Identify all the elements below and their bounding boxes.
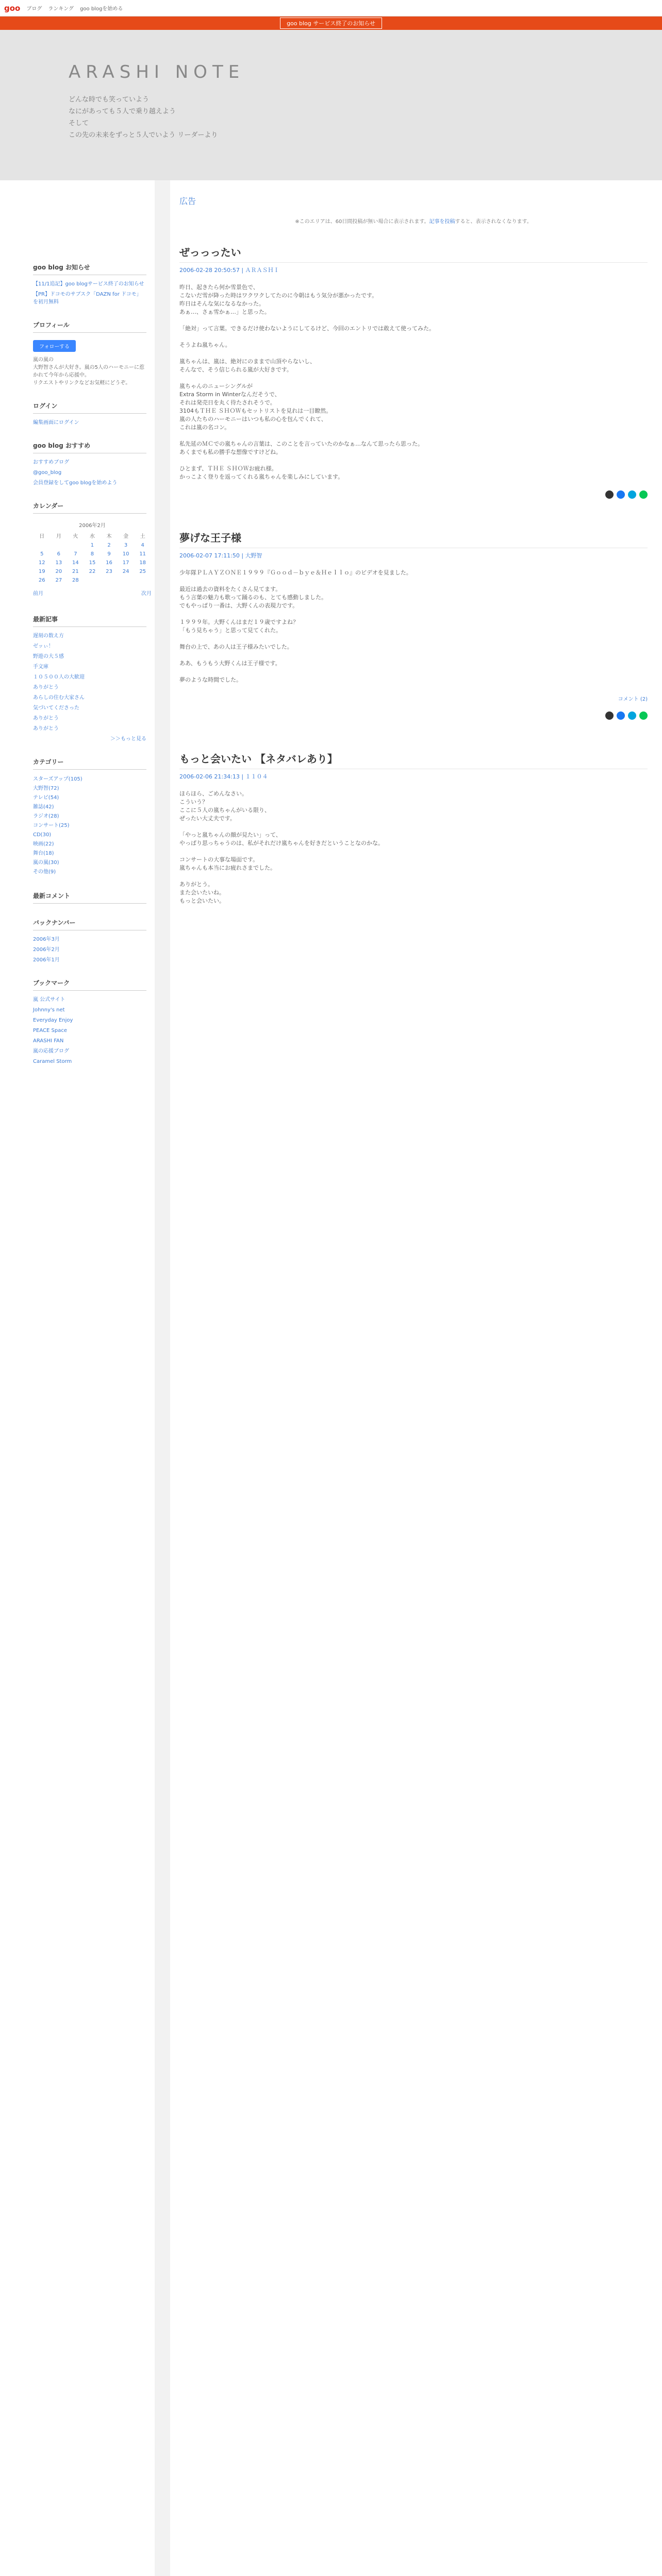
bookmark-link[interactable]: ARASHI FAN (33, 1038, 64, 1044)
bookmark-heading: ブックマーク (33, 978, 146, 991)
calendar-day[interactable] (51, 541, 67, 549)
calendar-day[interactable]: 23 (106, 569, 112, 574)
category-link[interactable]: その他(9) (33, 869, 56, 875)
calendar-next-link[interactable]: 次月 (141, 591, 152, 597)
calendar-day[interactable]: 4 (141, 543, 144, 548)
goo-logo[interactable]: goo (4, 3, 21, 13)
recent-post-link[interactable]: 気づいてくださった (33, 705, 79, 711)
weekday: 土 (140, 534, 145, 539)
category-heading: カテゴリー (33, 757, 146, 770)
post-body: ほらほら、ごめんなさい。 こういう？ ここに５人の嵐ちゃんがいる限り、 ぜったい大丈夫です。 「やっと嵐ちゃんの顔が見たい」って、 やっぱり思っちゃうのは、私がそれだけ嵐ちゃんを好きだということなのかな。 コンサートの大事な場面です。 嵐ちゃんも本当にお疲れさまでした。 ありがとう。 また会いたいね。 もっと会いたい。 (179, 790, 384, 904)
profile-heading: プロフィール (33, 320, 146, 333)
category-link[interactable]: テレビ(54) (33, 795, 59, 801)
post (179, 244, 648, 499)
ad-notice-text: ※このエリアは、60日間投稿が無い場合に表示されます。 (295, 219, 429, 225)
category-link[interactable]: CD(30) (33, 832, 52, 838)
notice-heading: goo blog お知らせ (33, 263, 146, 275)
login-link[interactable]: 編集画面にログイン (33, 420, 79, 426)
hatena-share-icon[interactable] (628, 711, 636, 720)
calendar-day[interactable]: 10 (122, 551, 129, 557)
top-nav (0, 0, 662, 16)
category-link[interactable]: コンサート(25) (33, 823, 70, 828)
calendar-day[interactable]: 21 (72, 569, 79, 574)
main-area (0, 180, 662, 2576)
recommend-item[interactable]: 会員登録をしてgoo blogを始めよう (33, 480, 118, 486)
description-line: そして (69, 120, 89, 127)
bookmark-link[interactable]: Everyday Enjoy (33, 1018, 73, 1023)
line-share-icon[interactable] (639, 711, 648, 720)
blog-header (0, 30, 662, 180)
calendar-day[interactable]: 19 (38, 569, 45, 574)
calendar-day[interactable] (101, 577, 117, 584)
description-line: この先の未来をずっと５人でいよう リーダーより (69, 131, 218, 139)
blog-title[interactable]: ARASHI NOTE (69, 62, 245, 82)
profile-text: 嵐の嵐の 大野智さんが大好き。嵐の5人のハーモニーに惹かれて今年から応援中。 リクエストやリンクなどお気軽にどうぞ。 (33, 357, 144, 386)
calendar-prev-link[interactable]: 前月 (33, 591, 43, 597)
nav-link-ranking[interactable]: ランキング (48, 6, 74, 12)
calendar-day[interactable]: 14 (72, 560, 79, 566)
share-buttons (179, 711, 648, 720)
recent-more-link[interactable]: ＞＞もっと見る (110, 736, 146, 742)
recent-post-link[interactable]: あらしの住む大家さん (33, 695, 85, 701)
announcement-link[interactable]: goo blog サービス終了のお知らせ (280, 18, 382, 29)
share-buttons (179, 490, 648, 499)
hatena-share-icon[interactable] (628, 490, 636, 499)
recent-comment-heading: 最新コメント (33, 891, 146, 904)
post (179, 530, 648, 720)
recommend-item[interactable]: @goo_blog (33, 470, 62, 476)
backnumber-list (33, 936, 146, 964)
post-title[interactable]: 夢げな王子様 (179, 530, 648, 548)
calendar-day[interactable]: 15 (89, 560, 96, 566)
announcement-banner (0, 16, 662, 30)
calendar-day[interactable]: 8 (90, 551, 94, 557)
notice-item[interactable]: 【PR】ドコモのサブスク「DAZN for ドコモ」を初月無料 (33, 292, 142, 305)
post-meta[interactable]: 2006-02-28 20:50:57 | ＡＲＡＳＨＩ (179, 267, 279, 274)
login-heading: ログイン (33, 401, 146, 414)
x-share-icon[interactable] (605, 711, 614, 720)
recommend-heading: goo blog おすすめ (33, 441, 146, 453)
recent-post-link[interactable]: 野遊の大５感 (33, 654, 64, 659)
comment-link[interactable]: コメント (2) (618, 697, 648, 702)
calendar-heading: カレンダー (33, 501, 146, 514)
nav-link-blog[interactable]: ブログ (26, 6, 42, 12)
calendar (33, 519, 152, 585)
notice-item[interactable]: 【11/1追記】goo blogサービス終了のお知らせ (33, 281, 144, 287)
blog-description (69, 94, 662, 141)
calendar-day[interactable]: 17 (122, 560, 129, 566)
calendar-day[interactable] (135, 577, 151, 584)
facebook-share-icon[interactable] (617, 711, 625, 720)
calendar-day[interactable]: 13 (55, 560, 62, 566)
post (179, 751, 648, 905)
calendar-day[interactable] (34, 541, 50, 549)
follow-button[interactable]: フォローする (33, 340, 76, 352)
backnumber-heading: バックナンバー (33, 918, 146, 930)
recent-post-link[interactable]: 手文庫 (33, 664, 48, 670)
category-link[interactable]: スターズアップ(105) (33, 776, 82, 782)
weekday: 月 (56, 534, 61, 539)
facebook-share-icon[interactable] (617, 490, 625, 499)
post-body: 少年隊ＰＬＡＹＺＯＮＥ１９９９『Ｇｏｏｄ－ｂｙｅ＆Ｈｅｌｌｏ』のビデオを見ました。 最近は過去の資料をたくさん見てます。 もう言葉の魅力も歌って踊るのも、とても感動しました。 でもやっぱり一番は、大野くんの表現力です。 １９９９年。大野くんはまだ１９歳ですよね？ 「もう見ちゃう」と思って見てくれた。 舞台の上で、あの人は王子様みたいでした。 ああ、もうもう大野くんは王子様です。 夢のような時間でした。 (179, 569, 412, 683)
weekday: 火 (73, 534, 78, 539)
weekday: 水 (89, 534, 95, 539)
calendar-day[interactable] (85, 577, 101, 584)
recommend-item[interactable]: おすすめブログ (33, 460, 70, 465)
recent-list (33, 632, 146, 733)
calendar-day[interactable]: 28 (72, 578, 79, 583)
calendar-day[interactable]: 1 (90, 543, 94, 548)
calendar-day[interactable]: 12 (38, 560, 45, 566)
calendar-day[interactable]: 3 (124, 543, 128, 548)
recent-post-link[interactable]: ありがとう (33, 716, 59, 721)
bookmark-link[interactable]: PEACE Space (33, 1028, 67, 1033)
post-body: 昨日、起きたら何か雪景色で、 こないだ雪が降った時はワクワクしてたのに今朝はもう気分が悪かったです。 昨日はそんな気になるなかった。 あぁ…、さぁ雪かぁ…」と思った。 「絶対」って言葉。できるだけ使わないようにしてるけど、今回のエントリでは敢えて使ってみた。 そうよね嵐ちゃん。 嵐ちゃんは、嵐は、絶対にのままで山頂やらないし、 そんなで、そう信じられる嵐が大好きです。 嵐ちゃんのニューシングルが Extra Storm in Winterなんだそうで、 それは発売日を丸く待たされそうで。 3104もＴＨＥ ＳＨＯＷもセットリストを見れは一目瞭然。 嵐の人たちのハーモニーはいつも私の心を包んでくれて、 これは嵐の名コン。 私先延のＭＣでの嵐ちゃんの言葉は、このことを言っていたのかなぁ…なんて思ったら思った。 あくまでも私の勝手な想像ですけどね。 ひとまず、ＴＨＥ ＳＨＯＷお疲れ様。 かっこよく登りを返ってくれる嵐ちゃんを楽しみにしています。 (179, 284, 435, 480)
bookmark-link[interactable]: 嵐の応援ブログ (33, 1048, 69, 1054)
ad-label: 広告 (179, 196, 196, 206)
calendar-day[interactable]: 2 (107, 543, 111, 548)
backnumber-link[interactable]: 2006年3月 (33, 937, 60, 942)
category-link[interactable]: ラジオ(28) (33, 814, 59, 819)
category-link[interactable]: 雑誌(42) (33, 804, 54, 810)
recent-post-link[interactable]: ありがとう (33, 726, 59, 732)
category-link[interactable]: 大野智(72) (33, 786, 59, 791)
recent-post-link[interactable]: ゼッぃ！ (33, 643, 54, 649)
category-list (33, 775, 146, 877)
line-share-icon[interactable] (639, 490, 648, 499)
category-link[interactable]: 嵐の嵐(30) (33, 860, 59, 866)
calendar-day[interactable]: 22 (89, 569, 96, 574)
calendar-day[interactable]: 6 (57, 551, 61, 557)
weekday: 木 (106, 534, 112, 539)
post-meta[interactable]: 2006-02-06 21:34:13 | １１０４ (179, 773, 268, 780)
calendar-day[interactable]: 11 (139, 551, 146, 557)
calendar-day[interactable]: 20 (55, 569, 62, 574)
bookmark-link[interactable]: Johnny's net (33, 1007, 65, 1013)
category-link[interactable]: 舞台(18) (33, 851, 54, 856)
backnumber-link[interactable]: 2006年2月 (33, 947, 60, 953)
bookmark-link[interactable]: 嵐 公式サイト (33, 997, 65, 1003)
calendar-day[interactable]: 16 (106, 560, 112, 566)
post-article-link[interactable]: 記事を投稿 (429, 219, 455, 225)
weekday: 金 (123, 534, 129, 539)
bookmark-link[interactable]: Caramel Storm (33, 1059, 72, 1064)
calendar-day[interactable]: 18 (139, 560, 146, 566)
calendar-day[interactable]: 7 (74, 551, 77, 557)
calendar-day[interactable]: 9 (107, 551, 111, 557)
content-column (170, 180, 662, 2576)
category-link[interactable]: 映画(22) (33, 841, 54, 847)
sidebar (0, 180, 155, 2576)
bookmark-list (33, 996, 146, 1065)
calendar-day[interactable]: 5 (40, 551, 44, 557)
x-share-icon[interactable] (605, 490, 614, 499)
nav-link-start[interactable]: goo blogを始める (80, 6, 123, 12)
backnumber-link[interactable]: 2006年1月 (33, 957, 60, 963)
calendar-day[interactable] (118, 577, 134, 584)
weekday: 日 (39, 534, 45, 539)
ad-notice (179, 217, 648, 225)
calendar-day[interactable]: 27 (55, 578, 62, 583)
calendar-day[interactable]: 24 (122, 569, 129, 574)
description-line: どんな時でも笑っていよう (69, 96, 150, 104)
description-line: なにがあっても５人で乗り越えよう (69, 108, 176, 115)
calendar-day[interactable]: 26 (38, 578, 45, 583)
recent-post-link[interactable]: 遅刻の数え方 (33, 633, 64, 639)
post-meta[interactable]: 2006-02-07 17:11:50 | 大野智 (179, 552, 262, 559)
post-title[interactable]: ぜっっったい (179, 244, 648, 263)
ad-notice-tail: すると、表示されなくなります。 (455, 219, 532, 225)
recent-post-link[interactable]: ありがとう (33, 685, 59, 690)
calendar-day[interactable] (68, 541, 84, 549)
calendar-month: 2006年2月 (79, 523, 106, 529)
recent-post-link[interactable]: １０５００人の大歓迎 (33, 674, 85, 680)
recent-heading: 最新記事 (33, 615, 146, 627)
calendar-day[interactable]: 25 (139, 569, 146, 574)
post-title[interactable]: もっと会いたい 【ネタバレあり】 (179, 751, 648, 769)
